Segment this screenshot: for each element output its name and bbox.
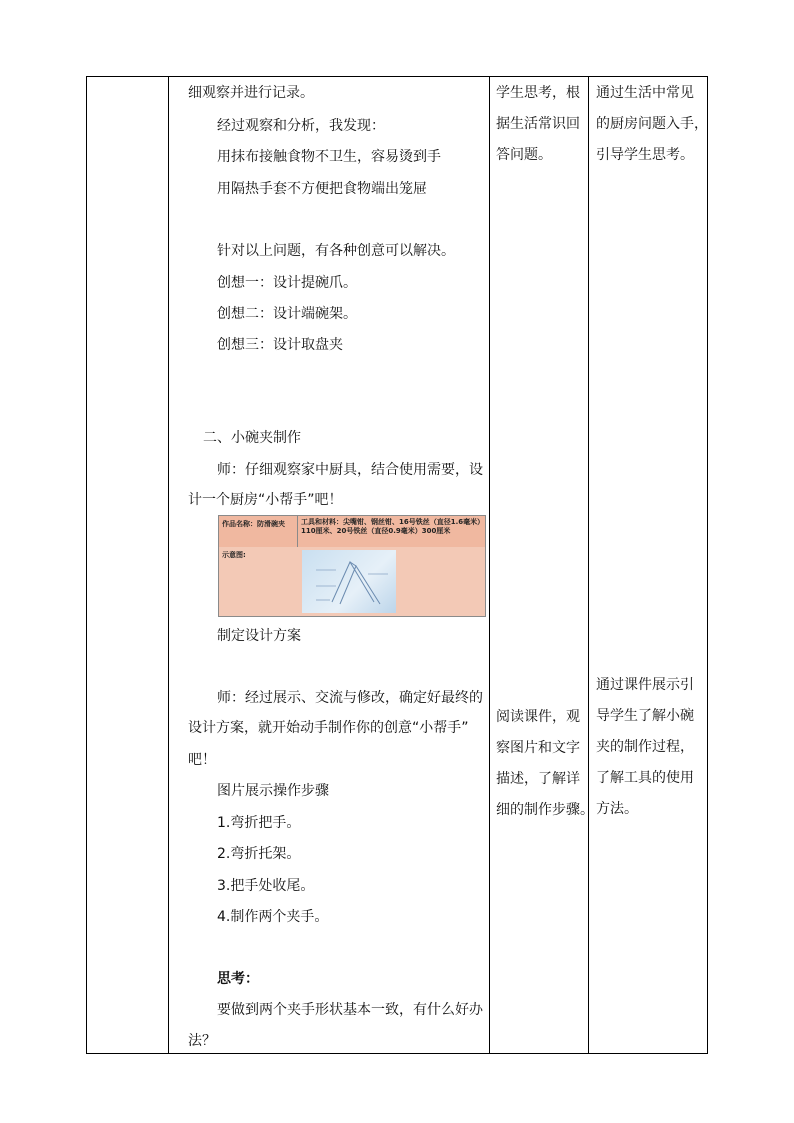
design-intent-2-line: 方法。 — [596, 801, 638, 817]
section-2-title: 二、小碗夹制作 — [203, 430, 301, 446]
teacher-instruction-2: 师：经过展示、交流与修改，确定好最终的 — [217, 690, 483, 706]
design-table-body — [219, 547, 485, 616]
design-plan-table — [218, 515, 486, 617]
header-divider — [297, 516, 298, 547]
ideas-intro: 针对以上问题，有各种创意可以解决。 — [217, 243, 455, 259]
think-question-cont: 法？ — [188, 1033, 216, 1049]
bowl-clip-sketch-drawing — [302, 550, 396, 613]
table-border-col2 — [489, 76, 490, 1054]
think-question: 要做到两个夹手形状基本一致，有什么好办 — [217, 1002, 483, 1018]
idea-3: 创想三：设计取盘夹 — [217, 337, 343, 353]
teacher-instruction-2-cont: 设计方案，就开始动手制作你的创意“小帮手” — [188, 720, 469, 736]
teacher-instruction-1: 师：仔细观察家中厨具，结合使用需要，设 — [217, 462, 483, 478]
table-border-col1 — [168, 76, 169, 1054]
idea-1: 创想一：设计提碗爪。 — [217, 275, 357, 291]
idea-2: 创想二：设计端碗架。 — [217, 306, 357, 322]
table-bottom-border — [86, 1053, 708, 1054]
plan-label: 制定设计方案 — [217, 628, 301, 644]
teacher-instruction-1-cont: 计一个厨房“小帮手”吧！ — [188, 492, 343, 508]
finding-2: 用隔热手套不方便把食物端出笼屉 — [217, 181, 427, 197]
student-activity-1-line: 学生思考，根 — [496, 85, 580, 101]
table-top-border — [86, 76, 708, 77]
steps-intro: 图片展示操作步骤 — [217, 783, 329, 799]
design-intent-2-line: 通过课件展示引 — [596, 677, 694, 693]
findings-label: 经过观察和分析，我发现： — [217, 118, 385, 134]
work-name: 作品名称：防滑碗夹 — [222, 520, 285, 528]
teacher-instruction-2-end: 吧！ — [188, 752, 216, 768]
student-activity-2-line: 细的制作步骤。 — [496, 802, 594, 818]
tools-materials: 工具和材料：尖嘴钳、钢丝钳、16号铁丝（直径1.6毫米）110厘米、20号铁丝（直径0.9毫米）300厘米 — [301, 518, 481, 535]
step-4: 4.制作两个夹手。 — [217, 909, 329, 925]
design-intent-1-line: 引导学生思考。 — [596, 147, 694, 163]
design-intent-2 — [596, 670, 694, 825]
design-intent-1 — [596, 78, 708, 171]
step-1: 1.弯折把手。 — [217, 815, 301, 831]
table-border-col3 — [588, 76, 589, 1054]
bowl-clip-sketch-image — [302, 550, 396, 613]
finding-1: 用抹布接触食物不卫生，容易烫到手 — [217, 149, 441, 165]
step-3: 3.把手处收尾。 — [217, 878, 315, 894]
design-table-header — [219, 516, 485, 548]
sketch-label: 示意图: — [222, 551, 246, 559]
student-activity-2-line: 阅读课件，观 — [496, 709, 580, 725]
design-intent-1-line: 的厨房问题入手， — [596, 116, 708, 132]
design-intent-2-line: 了解工具的使用 — [596, 770, 694, 786]
design-intent-1-line: 通过生活中常见 — [596, 85, 694, 101]
table-border-right — [707, 76, 708, 1054]
student-activity-2-line: 察图片和文字 — [496, 740, 580, 756]
table-border-left — [86, 76, 87, 1054]
think-label: 思考： — [217, 971, 259, 987]
student-activity-1-line: 答问题。 — [496, 147, 552, 163]
intro-line: 细观察并进行记录。 — [188, 85, 314, 101]
student-activity-1 — [496, 78, 580, 171]
design-intent-2-line: 夹的制作过程， — [596, 739, 694, 755]
student-activity-2 — [496, 702, 594, 826]
student-activity-2-line: 描述，了解详 — [496, 771, 580, 787]
step-2: 2.弯折托架。 — [217, 846, 301, 862]
design-intent-2-line: 导学生了解小碗 — [596, 708, 694, 724]
student-activity-1-line: 据生活常识回 — [496, 116, 580, 132]
